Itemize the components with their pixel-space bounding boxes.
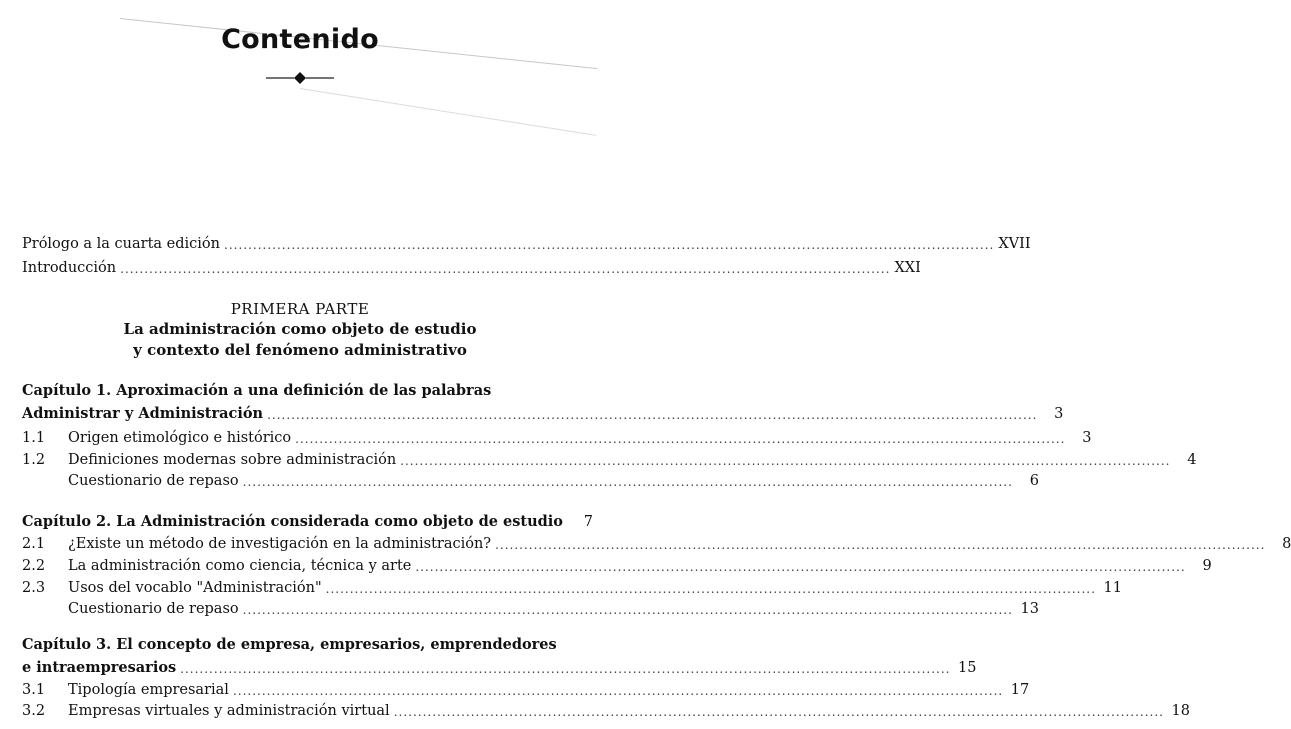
dot-leader: ................................................................................................................................................................ <box>325 582 1096 596</box>
page-number: 9 <box>1202 558 1212 574</box>
page-number: 3 <box>1054 406 1064 422</box>
page-number: 3 <box>1082 430 1092 446</box>
entry-label: Usos del vocablo "Administración" <box>68 580 322 596</box>
entry-label: Tipología empresarial <box>68 682 229 698</box>
page-number: 13 <box>1020 601 1039 617</box>
chapter-1-title-line1: Capítulo 1. Aproximación a una definición de las palabras <box>22 382 492 399</box>
dot-leader: ................................................................................................................................................................ <box>224 238 995 252</box>
page-number: 7 <box>583 514 593 530</box>
dot-leader: ................................................................................................................................................................ <box>242 475 1013 489</box>
toc-entry-cuestionario-2[interactable] <box>22 595 1039 617</box>
entry-label: Definiciones modernas sobre administración <box>68 452 397 468</box>
dot-leader: ................................................................................................................................................................ <box>495 538 1266 552</box>
section-number: 2.3 <box>22 580 46 596</box>
entry-label: Empresas virtuales y administración virtual <box>68 703 390 719</box>
chapter-3-title-line1: Capítulo 3. El concepto de empresa, empresarios, emprendedores <box>22 636 557 653</box>
section-number: 2.1 <box>22 536 46 552</box>
entry-label: La administración como ciencia, técnica y arte <box>68 558 412 574</box>
page-number: 17 <box>1010 682 1030 698</box>
entry-label: Introducción <box>22 260 117 276</box>
page-number: 6 <box>1029 473 1039 489</box>
dot-leader: ................................................................................................................................................................ <box>415 560 1186 574</box>
entry-label: Prólogo a la cuarta edición <box>22 236 220 252</box>
section-number: 1.1 <box>22 430 46 446</box>
toc-entry-chapter-1[interactable] <box>22 400 1064 422</box>
section-number: 2.2 <box>22 558 46 574</box>
part-heading: PRIMERA PARTE <box>230 300 370 318</box>
toc-entry-chapter-2[interactable] <box>22 508 593 530</box>
dot-leader: ................................................................................................................................................................ <box>295 432 1066 446</box>
dot-leader: ................................................................................................................................................................ <box>267 408 1038 422</box>
page-number: 15 <box>958 660 977 676</box>
section-number: 3.2 <box>22 703 46 719</box>
dot-leader: ................................................................................................................................................................ <box>232 684 1004 698</box>
entry-label: Cuestionario de repaso <box>68 473 239 489</box>
entry-label: e intraempresarios <box>22 659 177 676</box>
toc-entry-section-2-3[interactable] <box>22 574 1122 596</box>
page-title: Contenido <box>221 24 379 55</box>
toc-entry-section-1-2[interactable] <box>22 446 1197 468</box>
toc-entry-introduccion[interactable] <box>22 254 921 276</box>
toc-entry-prologo[interactable] <box>22 230 1031 252</box>
toc-entry-section-2-2[interactable] <box>22 552 1212 574</box>
toc-entry-section-2-1[interactable] <box>22 530 1291 552</box>
entry-label: Cuestionario de repaso <box>68 601 239 617</box>
toc-entry-section-1-1[interactable] <box>22 424 1092 446</box>
dot-leader: ................................................................................................................................................................ <box>180 662 951 676</box>
toc-entry-chapter-3[interactable] <box>22 654 977 676</box>
dot-leader: ................................................................................................................................................................ <box>393 705 1164 719</box>
entry-label: Administrar y Administración <box>22 405 264 422</box>
toc-entry-section-3-2[interactable] <box>22 697 1190 719</box>
section-number: 3.1 <box>22 682 46 698</box>
page-number: 4 <box>1187 452 1197 468</box>
part-subtitle-line2: y contexto del fenómeno administrativo <box>133 341 467 359</box>
dot-leader: ................................................................................................................................................................ <box>120 262 891 276</box>
entry-label: Origen etimológico e histórico <box>68 430 292 446</box>
page-number: XXI <box>894 260 921 276</box>
toc-entry-section-3-1[interactable] <box>22 676 1030 698</box>
page-number: 18 <box>1171 703 1190 719</box>
dot-leader: ................................................................................................................................................................ <box>400 454 1171 468</box>
entry-label: ¿Existe un método de investigación en la administración? <box>68 536 492 552</box>
dot-leader: ................................................................................................................................................................ <box>242 603 1013 617</box>
entry-label: Capítulo 2. La Administración considerada como objeto de estudio <box>22 513 563 530</box>
toc-entry-cuestionario-1[interactable] <box>22 467 1039 489</box>
page-number: XVII <box>998 236 1031 252</box>
page-number: 11 <box>1103 580 1122 596</box>
part-subtitle-line1: La administración como objeto de estudio <box>123 320 477 338</box>
scan-artifact-line <box>300 88 596 136</box>
diamond-ornament-icon <box>264 70 336 86</box>
section-number: 1.2 <box>22 452 46 468</box>
page-number: 8 <box>1282 536 1291 552</box>
